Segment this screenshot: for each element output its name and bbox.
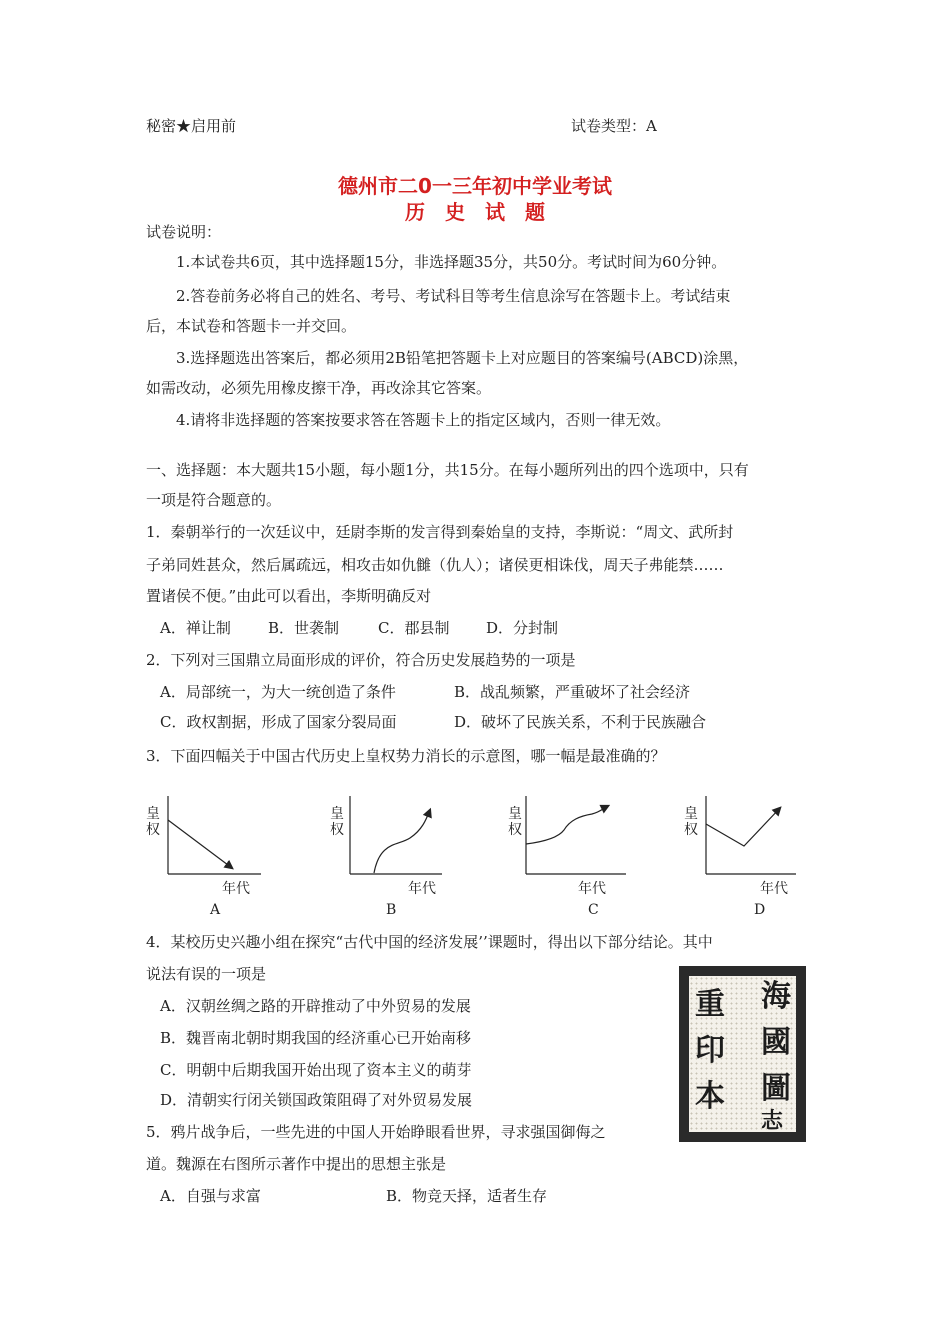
question-4-stem: 4．某校历史兴趣小组在探究“古代中国的经济发展’’课题时，得出以下部分结论。其中 [146, 933, 713, 951]
page-subtitle: 历 史 试 题 [405, 200, 545, 224]
instruction-line: 3.选择题选出答案后，都必须用2B铅笔把答题卡上对应题目的答案编号(ABCD)涂黑， [176, 349, 749, 367]
section-heading-cont: 一项是符合题意的。 [146, 491, 282, 509]
y-axis-label: 皇权 [146, 806, 160, 838]
question-2-option-c: C．政权割据，形成了国家分裂局面 [160, 713, 397, 731]
question-4-option-a: A．汉朝丝绸之路的开辟推动了中外贸易的发展 [160, 997, 471, 1015]
instruction-line: 1.本试卷共6页，其中选择题15分，非选择题35分，共50分。考试时间为60分钟。 [176, 253, 727, 271]
paper-type: 试卷类型：A [571, 117, 657, 135]
book-title-seal-image [679, 966, 806, 1142]
page-title: 德州市二0一三年初中学业考试 [338, 174, 612, 198]
question-4-option-b: B．魏晋南北朝时期我国的经济重心已开始南移 [160, 1029, 472, 1047]
question-1-stem: 置诸侯不便。”由此可以看出，李斯明确反对 [146, 587, 432, 605]
seal-glyph: 印 [695, 1033, 725, 1068]
x-axis-label: 年代 [222, 881, 250, 897]
instruction-line: 后，本试卷和答题卡一并交回。 [146, 317, 357, 335]
question-1-option-a: A．禅让制 [160, 619, 231, 637]
question-1-option-b: B．世袭制 [268, 619, 340, 637]
trend-line [168, 820, 232, 868]
y-axis-label: 皇权 [508, 806, 522, 838]
question-5-option-a: A．自强与求富 [160, 1187, 261, 1205]
instruction-line: 如需改动，必须先用橡皮擦干净，再改涂其它答案。 [146, 379, 492, 397]
seal-glyph: 志 [761, 1108, 784, 1134]
question-1-stem: 子弟同姓甚众，然后属疏远，相攻击如仇雠（仇人）；诸侯更相诛伐，周天子弗能禁…… [146, 556, 724, 574]
question-2-option-b: B．战乱频繁，严重破坏了社会经济 [454, 683, 691, 701]
trend-diagram-c [508, 796, 648, 920]
x-axis-label: 年代 [578, 881, 606, 897]
seal-glyph: 重 [695, 987, 725, 1022]
question-4-stem: 说法有误的一项是 [146, 965, 267, 983]
seal-glyph: 本 [695, 1079, 725, 1114]
trend-line [374, 810, 430, 873]
diagram-label: A [210, 902, 221, 918]
trend-diagram-a [146, 796, 286, 920]
trend-diagram-c-plot [508, 796, 648, 886]
seal-glyph: 海 [761, 979, 791, 1014]
trend-diagram-d [684, 796, 824, 920]
question-5-stem: 道。魏源在右图所示著作中提出的思想主张是 [146, 1155, 447, 1173]
seal-glyph: 圖 [761, 1071, 791, 1106]
instruction-line: 4.请将非选择题的答案按要求答在答题卡上的指定区域内，否则一律无效。 [176, 411, 671, 429]
section-heading: 一、选择题：本大题共15小题，每小题1分，共15分。在每小题所列出的四个选项中，只有 [146, 461, 749, 479]
question-4-option-c: C．明朝中后期我国开始出现了资本主义的萌芽 [160, 1061, 472, 1079]
instruction-line: 2.答卷前务必将自己的姓名、考号、考试科目等考生信息涂写在答题卡上。考试结束 [176, 287, 731, 305]
trend-diagram-a-plot [146, 796, 286, 886]
secret-mark: 秘密★启用前 [146, 117, 237, 135]
diagram-label: C [588, 902, 599, 918]
question-5-option-b: B．物竞天择，适者生存 [386, 1187, 548, 1205]
x-axis-label: 年代 [408, 881, 436, 897]
y-axis-label: 皇权 [330, 806, 344, 838]
seal-glyph: 國 [761, 1025, 791, 1060]
y-axis-label: 皇权 [684, 806, 698, 838]
question-2-option-a: A．局部统一，为大一统创造了条件 [160, 683, 396, 701]
question-1-option-c: C．郡县制 [378, 619, 450, 637]
instructions-heading: 试卷说明： [146, 223, 222, 241]
diagram-label: D [754, 902, 766, 918]
question-5-stem: 5．鸦片战争后，一些先进的中国人开始睁眼看世界，寻求强国御侮之 [146, 1123, 606, 1141]
trend-line [706, 808, 780, 846]
diagram-label: B [386, 902, 397, 918]
trend-diagram-b-plot [330, 796, 470, 886]
trend-line [526, 806, 608, 844]
question-1-option-d: D．分封制 [486, 619, 559, 637]
question-3-stem: 3．下面四幅关于中国古代历史上皇权势力消长的示意图，哪一幅是最准确的？ [146, 747, 666, 765]
trend-diagram-b [330, 796, 470, 920]
question-2-stem: 2．下列对三国鼎立局面形成的评价，符合历史发展趋势的一项是 [146, 651, 576, 669]
question-1-stem: 1．秦朝举行的一次廷议中，廷尉李斯的发言得到秦始皇的支持，李斯说：“周文、武所封 [146, 523, 734, 541]
question-4-option-d: D．清朝实行闭关锁国政策阻碍了对外贸易发展 [160, 1091, 473, 1109]
x-axis-label: 年代 [760, 881, 788, 897]
trend-diagram-d-plot [684, 796, 824, 886]
question-2-option-d: D．破坏了民族关系，不利于民族融合 [454, 713, 707, 731]
